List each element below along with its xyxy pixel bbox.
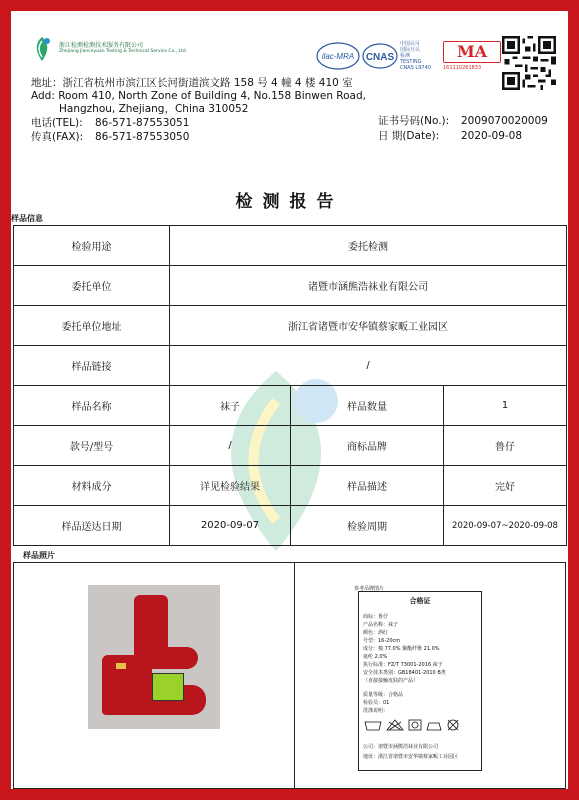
date-label: 日 期(Date): <box>378 130 440 142</box>
hangtag-title: 合格证 <box>409 597 431 605</box>
hangtag-line: 颜色：酒红 <box>363 630 389 636</box>
photo-divider <box>294 563 295 788</box>
row-value: 1 <box>444 386 567 426</box>
hangtag-image <box>358 591 482 771</box>
tel-value: 86-571-87553051 <box>95 117 190 129</box>
sample-info-label: 样品信息 <box>11 214 43 223</box>
org-logo-icon <box>31 35 53 63</box>
table-row <box>14 226 567 266</box>
sample-photo-box <box>13 562 566 789</box>
svg-text:CNAS: CNAS <box>365 52 395 63</box>
org-name-cn: 浙江检测检测技术服务有限公司 <box>59 42 144 49</box>
row-value: 鲁仔 <box>444 426 567 466</box>
hangtag-line: 质量等级：合格品 <box>363 692 404 698</box>
row-label: 款号/型号 <box>14 426 170 466</box>
row-value: / <box>170 426 291 466</box>
cnas-accreditation-text: 中国认可 国际互认 检测 TESTING CNAS L9740 <box>400 41 431 71</box>
hangtag-line: 执行标准：FZ/T 73001-2016 袜子 <box>363 662 443 668</box>
org-name-en: Zhejiang Jianceyuan Testing & Technical Service Co., Ltd. <box>59 49 188 54</box>
report-page <box>11 11 568 789</box>
hangtag-caption: 参考吊牌图片 <box>354 586 385 592</box>
row-label: 材料成分 <box>14 466 170 506</box>
sample-photo <box>88 585 220 729</box>
address-en-line1: Add: Room 410, North Zone of Building 4, No.158 Binwen Road, <box>31 90 366 102</box>
care-symbols-icon <box>363 718 473 732</box>
hangtag-line: 检验员：01 <box>363 700 390 706</box>
report-title: 检测报告 <box>235 192 344 212</box>
cert-no-value: 2009070020009 <box>461 115 548 127</box>
hangtag-line: 公司：诸暨市涵熊浩袜业有限公司 <box>363 744 439 750</box>
hangtag-line: （直接接触皮肤的产品） <box>363 678 419 684</box>
table-row <box>14 466 567 506</box>
row-label: 样品链接 <box>14 346 170 386</box>
hangtag-line: 安全技术类别：GB18401-2010 B类 <box>363 670 446 676</box>
table-row <box>14 426 567 466</box>
table-row <box>14 266 567 306</box>
hangtag-line: 洗涤说明： <box>363 708 389 714</box>
fax-label: 传真(FAX): <box>31 131 84 143</box>
address-en-line2: Hangzhou, Zhejiang，China 310052 <box>59 103 249 115</box>
row-value: 2020-09-07 <box>170 506 291 546</box>
row-value: 袜子 <box>170 386 291 426</box>
address-cn: 地址：浙江省杭州市滨江区长河街道滨文路 158 号 4 幢 4 楼 410 室 <box>31 77 353 89</box>
cert-no-label: 证书号码(No.): <box>378 115 450 127</box>
row-value: 浙江省诸暨市安华镇蔡家畈工业园区 <box>170 306 567 346</box>
row-label: 样品送达日期 <box>14 506 170 546</box>
row-value: 委托检测 <box>170 226 567 266</box>
row-value: 详见检验结果 <box>170 466 291 506</box>
cma-number: 161110261833 <box>443 65 482 71</box>
hangtag-line: 商标：鲁仔 <box>363 614 389 620</box>
row-label: 样品数量 <box>291 386 444 426</box>
table-row <box>14 306 567 346</box>
row-value: 2020-09-07~2020-09-08 <box>444 506 567 546</box>
product-label-tag <box>152 673 184 701</box>
sample-photo-label: 样品照片 <box>23 551 55 560</box>
cnas-logo-icon <box>361 41 399 71</box>
cma-mark: MA <box>443 41 501 63</box>
qr-code-icon <box>502 36 556 90</box>
row-label: 样品描述 <box>291 466 444 506</box>
row-label: 委托单位地址 <box>14 306 170 346</box>
row-label: 样品名称 <box>14 386 170 426</box>
row-label: 检验用途 <box>14 226 170 266</box>
row-label: 商标品牌 <box>291 426 444 466</box>
hangtag-line: 氨纶 2.0% <box>363 654 388 660</box>
row-value: 诸暨市涵熊浩袜业有限公司 <box>170 266 567 306</box>
svg-text:ilac-MRA: ilac-MRA <box>321 52 355 61</box>
row-label: 委托单位 <box>14 266 170 306</box>
hangtag-line: 产品名称：袜子 <box>363 622 399 628</box>
row-value: 完好 <box>444 466 567 506</box>
row-value: / <box>170 346 567 386</box>
table-row <box>14 386 567 426</box>
fax-value: 86-571-87553050 <box>95 131 190 143</box>
hangtag-line: 成分：棉 77.0% 聚酯纤维 21.0% <box>363 646 440 652</box>
hangtag-line: 地址：浙江省诸暨市安华镇蔡家畈工业园区 <box>363 754 459 760</box>
row-label: 检验周期 <box>291 506 444 546</box>
brand-embroidery <box>116 663 126 669</box>
ilac-mra-logo-icon <box>315 41 361 71</box>
sample-info-table <box>13 225 567 546</box>
table-row <box>14 346 567 386</box>
hangtag-line: 号型：16-20cm <box>363 638 401 644</box>
tel-label: 电话(TEL): <box>31 117 83 129</box>
table-row <box>14 506 567 546</box>
date-value: 2020-09-08 <box>461 130 523 142</box>
